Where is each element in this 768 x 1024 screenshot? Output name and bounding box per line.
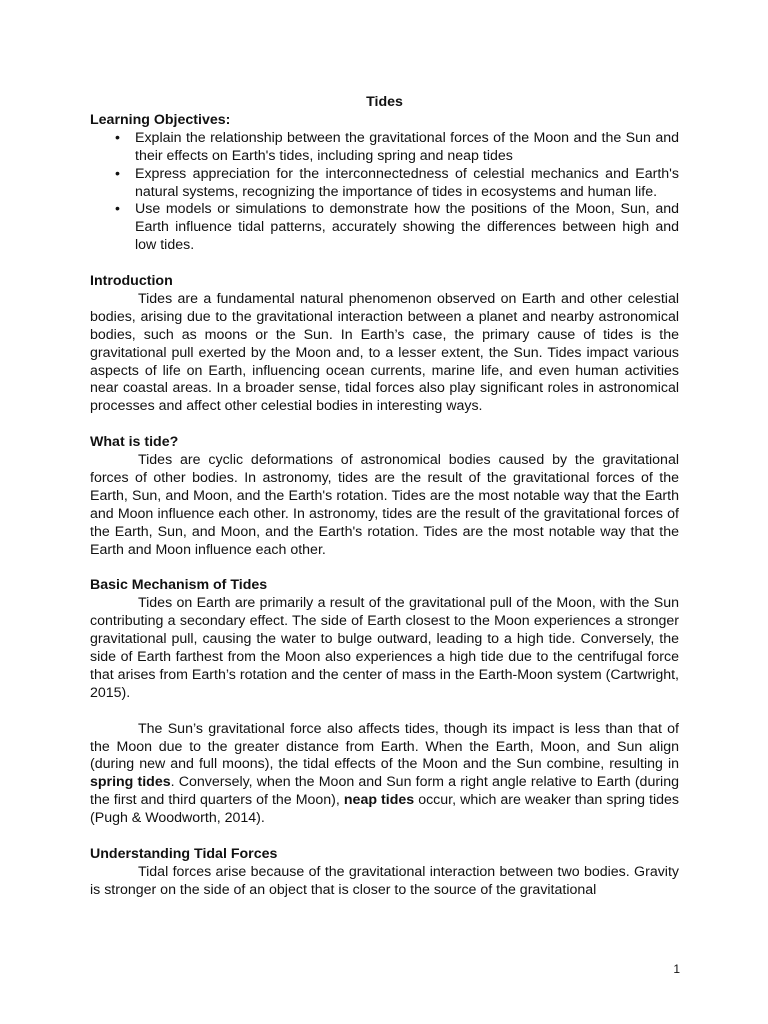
- tidal-forces-paragraph: Tidal forces arise because of the gravitational interaction between two bodies. Gravity is stronger on the side of an object that is closer to the source of the gravitational: [90, 863, 679, 898]
- objective-text: Use models or simulations to demonstrate how the positions of the Moon, Sun, and Earth influence tidal patterns, accurately showing the differences between high and low tides.: [135, 201, 679, 254]
- what-is-tide-heading: What is tide?: [90, 434, 179, 451]
- objective-text: Express appreciation for the interconnectedness of celestial mechanics and Earth's natural systems, recognizing the importance of tides in ecosystems and human life.: [135, 165, 679, 200]
- spring-tides-term: spring tides: [90, 774, 171, 791]
- mechanism-paragraph-2: The Sun’s gravitational force also affects tides, though its impact is less than that of the Moon due to the greater distance from Earth. When the Earth, Moon, and Sun align (during new and full moons), the tidal effects of the Moon and the Sun combine, resulting in spring tides. Conversely, when the Moon and Sun form a right angle relative to Earth (during the first and third quarters of the Moon), neap tides occur, which are weaker than spring tides (Pugh & Woodworth, 2014).: [90, 720, 679, 827]
- objective-item: [115, 201, 679, 255]
- bullet-icon: •: [115, 165, 120, 182]
- page-number: 1: [673, 962, 680, 976]
- page-content: [90, 94, 679, 900]
- tidal-forces-heading: Understanding Tidal Forces: [90, 845, 278, 862]
- introduction-paragraph: Tides are a fundamental natural phenomenon observed on Earth and other celestial bodies, arising due to the gravitational interaction between a planet and nearby astronomical bodies, such as moons or the Sun. In Earth’s case, the primary cause of tides is the gravitational pull exerted by the Moon and, to a lesser extent, the Sun. Tides impact various aspects of life on Earth, influencing ocean currents, marine life, and even human activities near coastal areas. In a broader sense, tidal forces also play significant roles in astronomical processes and affect other celestial bodies in interesting ways.: [90, 290, 679, 415]
- what-is-tide-paragraph: Tides are cyclic deformations of astronomical bodies caused by the gravitational forces of other bodies. In astronomy, tides are the result of the gravitational forces of the Earth, Sun, and Moon, and the Earth's rotation. Tides are the most notable way that the Earth and Moon influence each other. In astronomy, tides are the result of the gravitational forces of the Earth, Sun, and Moon, and the Earth's rotation. Tides are the most notable way that the Earth and Moon influence each other.: [90, 452, 679, 558]
- introduction-heading: Introduction: [90, 273, 173, 290]
- objective-text: Explain the relationship between the gravitational forces of the Moon and the Sun and their effects on Earth's tides, including spring and neap tides: [135, 129, 679, 164]
- objective-item: [115, 129, 679, 166]
- learning-objectives-heading: Learning Objectives:: [90, 111, 231, 128]
- mechanism-paragraph-1: Tides on Earth are primarily a result of the gravitational pull of the Moon, with the Sun contributing a secondary effect. The side of Earth closest to the Moon experiences a stronger gravitational pull, causing the water to bulge outward, leading to a high tide. Conversely, the side of Earth farthest from the Moon also experiences a high tide due to the centrifugal force that arises from Earth’s rotation and the center of mass in the Earth-Moon system (Cartwright, 2015).: [90, 595, 679, 701]
- mechanism-heading: Basic Mechanism of Tides: [90, 577, 268, 594]
- document-title: Tides: [366, 94, 403, 110]
- neap-tides-term: neap tides: [343, 792, 415, 809]
- objective-item: [115, 165, 679, 202]
- bullet-icon: •: [115, 201, 120, 218]
- bullet-icon: •: [115, 129, 120, 146]
- objectives-list: [90, 130, 679, 255]
